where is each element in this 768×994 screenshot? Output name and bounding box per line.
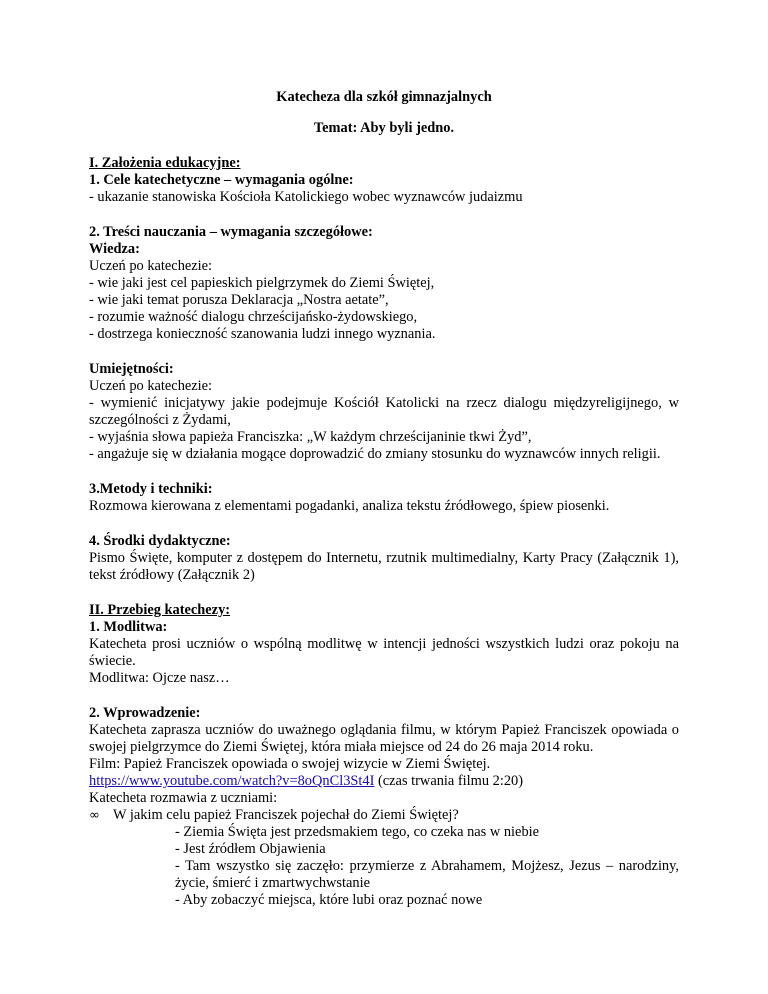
section-methods — [89, 481, 679, 515]
film-link[interactable]: https://www.youtube.com/watch?v=8oQnCl3St4I — [89, 773, 375, 789]
prayer-text: Katecheta prosi uczniów o wspólną modlitwę w intencji jedności wszystkich ludzi oraz pokoju na świecie. — [89, 636, 679, 669]
intro-text: Katecheta zaprasza uczniów do uważnego oglądania filmu, w którym Papież Franciszek opowiada o swojej pielgrzymce do Ziemi Świętej, która miała miejsce od 24 do 26 maja 2014 roku. — [89, 722, 679, 755]
question-text: W jakim celu papież Franciszek pojechał do Ziemi Świętej? — [113, 807, 459, 823]
answer-item: - Ziemia Święta jest przedsmakiem tego, co czeka nas w niebie — [175, 824, 540, 840]
document-title: Katecheza dla szkół gimnazjalnych — [276, 89, 492, 105]
skills-item: - angażuje się w działania mogące doprowadzić do zmiany stosunku do wyznawców innych religii. — [89, 446, 661, 462]
goal-item: - ukazanie stanowiska Kościoła Katolickiego wobec wyznawców judaizmu — [89, 189, 523, 205]
film-duration: (czas trwania filmu 2:20) — [377, 773, 524, 789]
lesson-topic: Temat: Aby byli jedno. — [313, 120, 455, 136]
intro-heading: 2. Wprowadzenie: — [89, 705, 201, 721]
prayer-heading: 1. Modlitwa: — [89, 619, 168, 635]
question-item — [89, 807, 679, 824]
knowledge-item: - rozumie ważność dialogu chrześcijańsko-żydowskiego, — [89, 309, 418, 325]
section-lesson-course — [89, 602, 679, 687]
section-introduction — [89, 705, 679, 909]
section-educational-assumptions — [89, 155, 679, 206]
skills-heading: Umiejętności: — [89, 361, 174, 377]
knowledge-intro: Uczeń po katechezie: — [89, 258, 213, 274]
skills-item: - wymienić inicjatywy jakie podejmuje Kościół Katolicki na rzecz dialogu międzyreligijnego, w szczególności z Żydami, — [89, 395, 679, 428]
means-text: Pismo Święte, komputer z dostępem do Internetu, rzutnik multimedialny, Karty Pracy (Załącznik 1), tekst źródłowy (Załącznik 2) — [89, 550, 679, 583]
section-heading: I. Założenia edukacyjne: — [89, 155, 241, 171]
document-page — [89, 0, 679, 909]
subheading-goals: 1. Cele katechetyczne – wymagania ogólne: — [89, 172, 354, 188]
answer-item: - Jest źródłem Objawienia — [175, 841, 326, 857]
subheading-content: 2. Treści nauczania – wymagania szczegółowe: — [89, 224, 373, 240]
answer-item: - Tam wszystko się zaczęło: przymierze z Abrahamem, Mojżesz, Jezus – narodziny, życie, śmierć i zmartwychwstanie — [175, 858, 679, 891]
infinity-bullet-icon: ∞ — [89, 808, 100, 823]
knowledge-item: - wie jaki temat porusza Deklaracja „Nostra aetate”, — [89, 292, 389, 308]
film-line: Film: Papież Franciszek opowiada o swojej wizycie w Ziemi Świętej. — [89, 756, 491, 772]
knowledge-heading: Wiedza: — [89, 241, 140, 257]
section-skills — [89, 361, 679, 463]
prayer-line: Modlitwa: Ojcze nasz… — [89, 670, 230, 686]
talk-line: Katecheta rozmawia z uczniami: — [89, 790, 278, 806]
section-content — [89, 224, 679, 343]
methods-text: Rozmowa kierowana z elementami pogadanki, analiza tekstu źródłowego, śpiew piosenki. — [89, 498, 610, 514]
methods-heading: 3.Metody i techniki: — [89, 481, 213, 497]
section-heading: II. Przebieg katechezy: — [89, 602, 231, 618]
film-link-line — [89, 773, 679, 790]
skills-intro: Uczeń po katechezie: — [89, 378, 213, 394]
knowledge-item: - wie jaki jest cel papieskich pielgrzymek do Ziemi Świętej, — [89, 275, 435, 291]
section-means — [89, 533, 679, 584]
skills-item: - wyjaśnia słowa papieża Franciszka: „W każdym chrześcijaninie tkwi Żyd”, — [89, 429, 532, 445]
answer-item: - Aby zobaczyć miejsca, które lubi oraz poznać nowe — [175, 892, 483, 908]
knowledge-item: - dostrzega konieczność szanowania ludzi innego wyznania. — [89, 326, 436, 342]
means-heading: 4. Środki dydaktyczne: — [89, 533, 231, 549]
